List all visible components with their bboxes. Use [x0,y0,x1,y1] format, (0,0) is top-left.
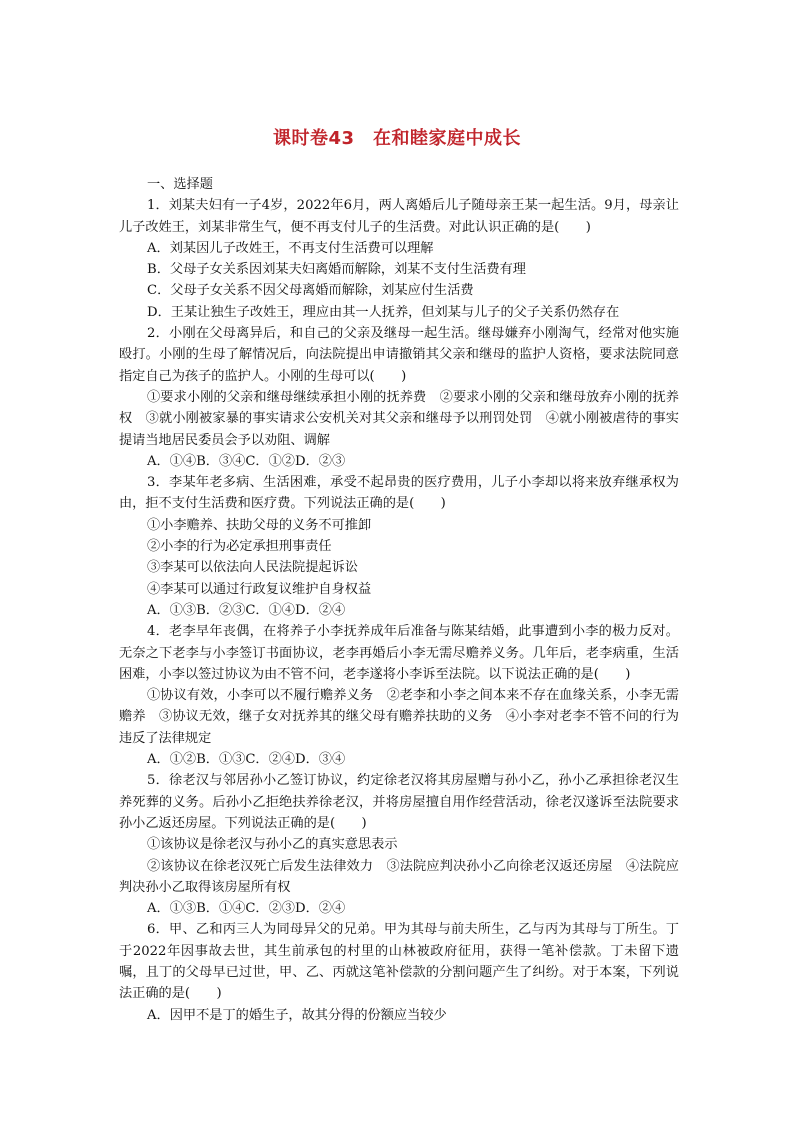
question-1-option-a: A．刘某因儿子改姓王，不再支付生活费可以理解 [147,240,434,256]
question-5-stem: 5．徐老汉与邻居孙小乙签订协议，约定徐老汉将其房屋赠与孙小乙，孙小乙承担徐老汉生养死葬的义务。后孙小乙拒绝扶养徐老汉，并将房屋擅自用作经营活动，徐老汉遂诉至法院要求孙小乙返还房屋。下列说法正确的是( ) [119,773,679,831]
question-4-answers: A．①②B．①③C．②④D．③④ [147,752,346,768]
question-2-statements: ①要求小刚的父亲和继母继续承担小刚的抚养费 ②要求小刚的父亲和继母放弃小刚的抚养权 ③就小刚被家暴的事实请求公安机关对其父亲和继母予以刑罚处罚 ④就小刚被虐待的事实提请当地居民委员会予以劝阻、调解 [119,389,679,448]
question-6-stem: 6．甲、乙和丙三人为同母异父的兄弟。甲为其母与前夫所生，乙与丙为其母与丁所生。丁于2022年因事故去世，其生前承包的村里的山林被政府征用，获得一笔补偿款。丁未留下遗嘱，且丁的父母早已过世，甲、乙、丙就这笔补偿款的分割问题产生了纠纷。对于本案，下列说法正确的是( ) [119,922,679,1002]
question-4-stem: 4．老李早年丧偶，在将养子小李抚养成年后准备与陈某结婚，此事遭到小李的极力反对。无奈之下老李与小李签订书面协议，老李再婚后小李无需尽赡养义务。几年后，老李病重，生活困难，小李以签过协议为由不管不问，老李遂将小李诉至法院。以下说法正确的是( ) [119,624,679,682]
question-3-statement-3: ③李某可以依法向人民法院提起诉讼 [147,560,358,576]
question-3-statement-4: ④李某可以通过行政复议维护自身权益 [147,581,372,597]
question-2-stem: 2．小刚在父母离异后，和自己的父亲及继母一起生活。继母嫌弃小刚淘气，经常对他实施殴打。小刚的生母了解情况后，向法院提出申请撤销其父亲和继母的监护人资格，要求法院同意指定自己为孩子的监护人。小刚的生母可以( ) [119,326,679,384]
question-5-statements: ②该协议在徐老汉死亡后发生法律效力 ③法院应判决孙小乙向徐老汉返还房屋 ④法院应判决孙小乙取得该房屋所有权 [119,858,679,895]
question-1-option-c: C．父母子女关系不因父母离婚而解除，刘某应付生活费 [147,283,474,299]
question-3-statement-2: ②小李的行为必定承担刑事责任 [147,539,332,555]
question-2-answers: A．①④B．③④C．①②D．②③ [147,453,346,469]
question-5-answers: A．①③B．①④C．②③D．②④ [147,901,346,917]
question-4-statements: ①协议有效，小李可以不履行赡养义务 ②老李和小李之间本来不存在血缘关系，小李无需赡养 ③协议无效，继子女对抚养其的继父母有赡养扶助的义务 ④小李对老李不管不问的行为违反了法律规定 [119,688,679,746]
question-6-option-a: A．因甲不是丁的婚生子，故其分得的份额应当较少 [147,1007,447,1023]
question-1-stem: 1．刘某夫妇有一子4岁，2022年6月，两人离婚后儿子随母亲王某一起生活。9月，母亲让儿子改姓王，刘某非常生气，便不再支付儿子的生活费。对此认识正确的是( ) [119,198,679,235]
page-title: 课时卷43 在和睦家庭中成长 [272,128,522,149]
question-3-statement-1: ①小李赡养、扶助父母的义务不可推卸 [147,517,372,533]
question-3-answers: A．①③B．②③C．①④D．②④ [147,602,346,618]
section-heading: 一、选择题 [147,177,213,192]
question-3-stem: 3．李某年老多病、生活困难，承受不起昂贵的医疗费用，儿子小李却以将来放弃继承权为由，拒不支付生活费和医疗费。下列说法正确的是( ) [119,475,679,512]
question-1-option-b: B．父母子女关系因刘某夫妇离婚而解除，刘某不支付生活费有理 [147,262,526,278]
question-list [119,174,679,1026]
question-1-option-d: D．王某让独生子改姓王，理应由其一人抚养，但刘某与儿子的父子关系仍然存在 [147,304,620,320]
question-5-statement-1: ①该协议是徐老汉与孙小乙的真实意思表示 [147,837,398,853]
